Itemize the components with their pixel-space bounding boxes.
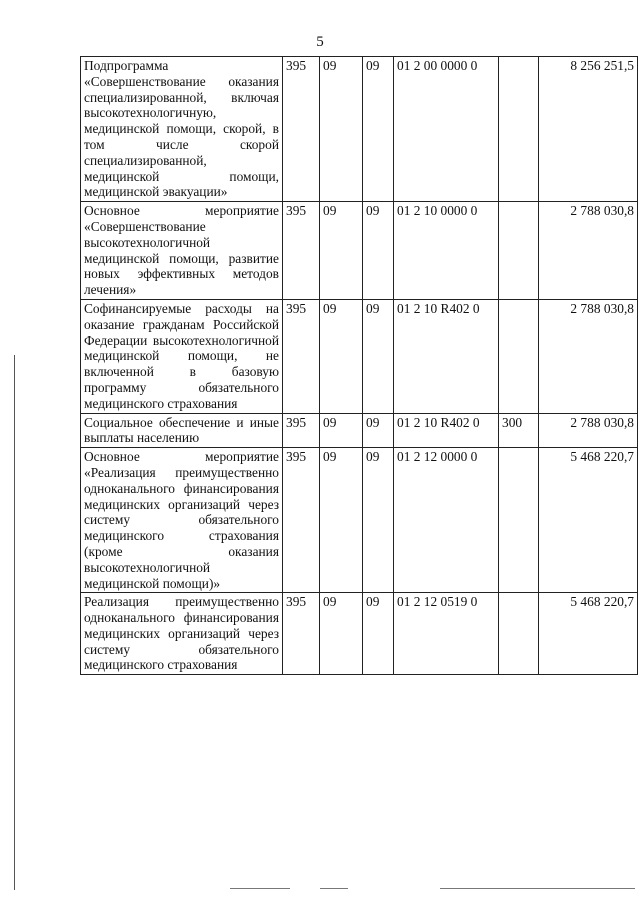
expense-type-code: 300 [499,413,539,448]
row-name: Софинансируемые расходы на оказание гражданам Российской Федерации высокотехнологичной медицинской помощи, не включенной в базовую программу обязательного медицинского страхования [81,299,283,413]
table-row [81,299,638,413]
amount: 5 468 220,7 [539,448,638,593]
scan-edge-mark [14,355,15,890]
section-code: 09 [320,413,363,448]
section-code: 09 [320,202,363,300]
subsection-code: 09 [363,593,394,675]
target-article-code: 01 2 10 R402 0 [394,413,499,448]
ministry-code: 395 [283,413,320,448]
row-name: Подпрограмма «Совершенствование оказания специализированной, включая высокотехнологичную, медицинской помощи, скорой, в том числе скорой специализированной, медицинской помощи, медицинской эвакуации» [81,57,283,202]
section-code: 09 [320,448,363,593]
table-row [81,448,638,593]
ministry-code: 395 [283,593,320,675]
ministry-code: 395 [283,202,320,300]
expense-type-code [499,448,539,593]
section-code: 09 [320,299,363,413]
scan-mark [440,888,635,889]
subsection-code: 09 [363,299,394,413]
expense-type-code [499,202,539,300]
subsection-code: 09 [363,413,394,448]
table-row [81,593,638,675]
amount: 2 788 030,8 [539,413,638,448]
expense-type-code [499,299,539,413]
page-number: 5 [316,34,324,50]
table-row [81,202,638,300]
section-code: 09 [320,57,363,202]
scan-mark [320,888,348,889]
table-row [81,57,638,202]
target-article-code: 01 2 10 0000 0 [394,202,499,300]
subsection-code: 09 [363,448,394,593]
expense-type-code [499,593,539,675]
row-name: Основное мероприятие «Совершенствование высокотехнологичной медицинской помощи, развитие новых эффективных методов лечения» [81,202,283,300]
target-article-code: 01 2 12 0000 0 [394,448,499,593]
amount: 2 788 030,8 [539,202,638,300]
row-name: Реализация преимущественно одноканального финансирования медицинских организаций через систему обязательного медицинского страхования [81,593,283,675]
row-name: Основное мероприятие «Реализация преимущественно одноканального финансирования медицинских организаций через систему обязательного медицинского страхования (кроме оказания высокотехнологичной медицинской помощи)» [81,448,283,593]
scan-mark [230,888,290,889]
row-name: Социальное обеспечение и иные выплаты населению [81,413,283,448]
subsection-code: 09 [363,57,394,202]
subsection-code: 09 [363,202,394,300]
ministry-code: 395 [283,299,320,413]
target-article-code: 01 2 10 R402 0 [394,299,499,413]
budget-table [80,56,638,675]
target-article-code: 01 2 12 0519 0 [394,593,499,675]
table-row [81,413,638,448]
ministry-code: 395 [283,448,320,593]
target-article-code: 01 2 00 0000 0 [394,57,499,202]
expense-type-code [499,57,539,202]
section-code: 09 [320,593,363,675]
ministry-code: 395 [283,57,320,202]
amount: 8 256 251,5 [539,57,638,202]
amount: 5 468 220,7 [539,593,638,675]
amount: 2 788 030,8 [539,299,638,413]
